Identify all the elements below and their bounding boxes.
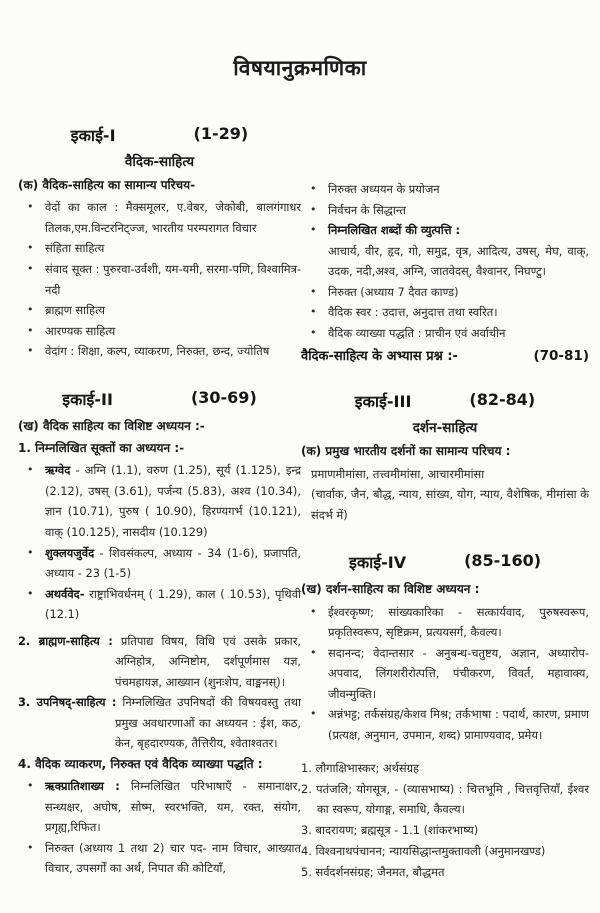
unit-3-heading-row (301, 390, 589, 412)
list-item-lead: ऋग्वेद (45, 463, 71, 478)
list-item (18, 197, 301, 238)
list-item-lead: • निम्नलिखित शब्दों की व्युत्पत्ति : (328, 223, 461, 238)
list-item-text: निम्नलिखित परिभाषाएँ - समानाक्षर, सन्ध्यक्षर, अघोष, सोष्म, स्वरभक्ति, यम, रक्त, संयोग, प्रगृह्य,रिफित। (45, 779, 302, 835)
list-item (301, 200, 589, 221)
practice-questions-page-range: (70-81) (533, 348, 589, 365)
numbered-work: 4. विश्वनाथपंचानन; न्यायसिद्धान्तमुक्तावली (अनुमानखण्ड) (301, 844, 546, 859)
list-item (18, 460, 301, 542)
subsection-1-heading: 1. निम्नलिखित सूक्तों का अध्ययन :- (18, 441, 185, 456)
list-item-text: आरण्यक साहित्य (45, 323, 116, 338)
list-item (301, 302, 589, 323)
subsection-2 (18, 631, 301, 693)
unit-4-heading-row (301, 551, 589, 573)
page-title: विषयानुक्रमणिका (233, 56, 367, 80)
list-item-text: - शिवसंकल्प, अध्याय - 34 (1-6), प्रजापति, अध्याय - 23 (1-5) (45, 545, 301, 581)
darshan-ka-heading: (क) प्रमुख भारतीय दर्शनों का सामान्य परिचय : (301, 444, 511, 459)
section-ka-heading: (क) वैदिक-साहित्य का सामान्य परिचय- (18, 178, 196, 192)
list-item-text: संहिता साहित्य (45, 241, 105, 256)
subsection-3-lead: 3. उपनिषद्-साहित्य : (18, 695, 117, 710)
list-item (18, 321, 301, 342)
list-item-text: अन्नंभट्ट; तर्कसंग्रह/केशव मिश्र; तर्कभाषा : पदार्थ, कारण, प्रमाण (प्रत्यक्ष, अनुमान, उपमान, शब्द) प्रामाण्यवाद, प्रमेय। (328, 707, 589, 742)
list-item (301, 220, 589, 282)
subsection-3-text: निम्नलिखित उपनिषदों की विषयवस्तु तथा प्रमुख अवधारणाओं का अध्ययन : ईश, कठ, केन, बृहदारण्यक, तैत्तिरीय, श्वेताश्वतर। (115, 695, 301, 751)
unit-1-page-range: (1-29) (193, 124, 249, 143)
subsection-2-lead: 2. ब्राह्मण-साहित्य : (18, 633, 113, 648)
section-kha-heading: (ख) वैदिक साहित्य का विशिष्ट अध्ययन :- (18, 418, 205, 433)
list-item-text: वैदिक स्वर : उदात्त, अनुदात्त तथा स्वरित। (328, 305, 498, 320)
list-item (18, 259, 301, 300)
list-item (301, 602, 589, 643)
list-item (18, 584, 301, 625)
darshan-ka-line: प्रमाणमीमांसा, तत्त्वमीमांसा, आचारमीमांसा (311, 466, 485, 481)
list-item (301, 323, 589, 344)
subsection-3 (18, 692, 301, 754)
unit-2-title: इकाई-II (62, 389, 113, 409)
vedic-sahitya-heading: वैदिक-साहित्य (124, 154, 195, 170)
list-item-text: - अग्नि (1.1), वरुण (1.25), सूर्य (1.125), इन्द्र (2.12), उषस् (3.61), पर्जन्य (5.83), अश्व (10.34), ज्ञान (10.71), पुरुष ( 10.90), हिरण्यगर्भ (10.121), वाक् (10.125), नासदीय (10.129) (45, 463, 301, 540)
numbered-work: 5. सर्वदर्शनसंग्रह; जैनमत, बौद्धमत (301, 865, 445, 880)
list-item-text: निरुक्त अध्ययन के प्रयोजन (328, 182, 440, 196)
darshan-kha-heading: (ख) दर्शन-साहित्य का विशिष्ट अध्ययन : (301, 582, 480, 597)
unit-3-title: इकाई-III (354, 392, 412, 412)
darshan-sahitya-heading: दर्शन-साहित्य (412, 420, 478, 437)
unit-1-heading-row (18, 124, 301, 146)
unit-2-page-range: (30-69) (190, 387, 257, 407)
list-item-text: राष्ट्राभिवर्धनम् ( 1.29), काल ( 10.53), पृथिवी (12.1) (45, 586, 301, 622)
list-item-text: आचार्य, वीर, हृद, गो, समुद्र, वृत्र, आदित्य, उषस्, मेघ, वाक्, उदक, नदी,अश्व, अग्नि, जातवेदस्, वैश्वानर, निघण्टु। (328, 243, 589, 279)
list-item-lead: शुक्लयजुर्वेद (45, 545, 95, 560)
list-item-text: वैदिक व्याख्या पद्धति : प्राचीन एवं अर्वाचीन (328, 325, 506, 340)
list-item (18, 838, 301, 879)
list-item (18, 776, 301, 838)
list-item (301, 704, 589, 745)
list-item-lead: ऋक्प्रातिशाख्य : (45, 779, 120, 794)
unit-2-heading-row (18, 388, 301, 410)
list-item (18, 341, 301, 362)
list-item-text: संवाद सूक्त : पुरुरवा-उर्वशी, यम-यमी, सरमा-पणि, विश्वामित्र- नदी (45, 261, 301, 297)
list-item-text: निर्वचन के सिद्धान्त (328, 202, 406, 217)
list-item (301, 179, 589, 200)
list-item (301, 643, 589, 705)
right-column (301, 179, 589, 884)
list-item-lead: अथर्ववेद- (45, 586, 85, 601)
list-item (301, 282, 589, 303)
list-item-text: ब्राह्मण साहित्य (45, 303, 105, 318)
darshan-ka-line: (चार्वाक, जैन, बौद्ध, न्याय, सांख्य, योग, न्याय, वैशेषिक, मीमांसा के संदर्भ में) (311, 487, 589, 522)
subsection-4-heading: 4. वैदिक व्याकरण, निरुक्त एवं वैदिक व्याख्या पद्धति : (18, 756, 263, 771)
numbered-works-list (301, 759, 589, 883)
list-item-text: निरुक्त (अध्याय 7 दैवत काण्ड) (328, 284, 459, 299)
numbered-work: 1. लौगाक्षिभास्कर; अर्थसंग्रह (301, 761, 420, 776)
list-item-text: निरुक्त (अध्याय 1 तथा 2) चार पद- नाम विचार, आख्यात विचार, उपसर्गों का अर्थ, निपात की कोटियाँ, (45, 840, 301, 876)
practice-questions-label: वैदिक-साहित्य के अभ्यास प्रश्न :- (301, 349, 458, 365)
left-column (18, 124, 301, 879)
subsection-2-text: प्रतिपाद्य विषय, विधि एवं उसके प्रकार, अग्निहोत्र, अग्निष्टोम, दर्शपूर्णमास यज्ञ, पंचमहायज्ञ, आख्यान (शुनःशेप, वाङ्मनस्)। (112, 633, 301, 689)
unit-3-page-range: (82-84) (469, 390, 536, 410)
list-item-text: सदानन्द; वेदान्तसार - अनुबन्ध-चतुष्टय, अज्ञान, अध्यारोप-अपवाद, लिंगशरीरोत्पत्ति, पंचीकरण, विवर्त, महावाक्य, जीवन्मुक्ति। (328, 645, 589, 701)
practice-questions-row (301, 346, 589, 364)
unit-4-title: इकाई-IV (348, 553, 407, 573)
unit-4-page-range: (85-160) (464, 551, 542, 571)
numbered-work: 3. बादरायण; ब्रह्मसूत्र - 1.1 (शांकरभाष्य) (301, 823, 479, 838)
list-item (18, 300, 301, 321)
unit-1-title: इकाई-I (70, 126, 116, 145)
numbered-work: 2. पतंजलि; योगसूत्र, - (व्यासभाष्य) : चित्तभूमि , चित्तवृत्तियाँ, ईश्वर का स्वरूप, योगाङ्ग, समाधि, कैवल्य। (301, 782, 589, 817)
list-item (18, 543, 301, 584)
list-item-text: वेदों का काल : मैक्समूलर, ए.वेबर, जेकोबी, बालगंगाधर तिलक,एम.विन्टरनिट्ज्ज, भारतीय परम्परागत विचार (45, 200, 301, 235)
list-item (18, 238, 301, 259)
list-item-text: वेदांग : शिक्षा, कल्प, व्याकरण, निरुक्त, छन्द, ज्योतिष (45, 344, 270, 359)
list-item-text: ईश्वरकृष्ण; सांख्यकारिका - सत्कार्यवाद, पुरुषस्वरूप, प्रकृतिस्वरूप, सृष्टिक्रम, प्रत्ययसर्ग, कैवल्य। (328, 604, 589, 640)
